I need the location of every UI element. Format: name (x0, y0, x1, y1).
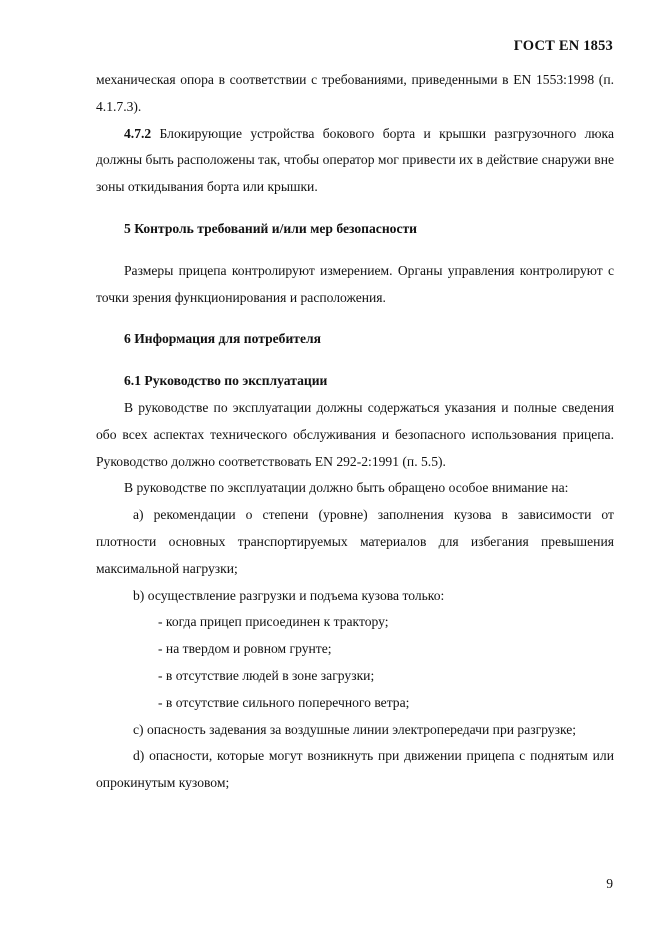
page-number: 9 (606, 876, 613, 891)
section-6-1-heading: 6.1 Руководство по эксплуатации (124, 373, 328, 389)
list-subitem-1: - когда прицеп присоединен к трактору; (158, 614, 389, 630)
list-item-c: c) опасность задевания за воздушные линии электропередачи при разгрузке; (133, 721, 577, 737)
section-5-paragraph: Размеры прицепа контролируют измерением. Органы управления контролируют с точки зрения функционирования и расположения. (96, 262, 614, 305)
clause-number: 4.7.2 (124, 125, 152, 141)
section-6-heading: 6 Информация для потребителя (124, 331, 322, 347)
clause-text: Блокирующие устройства бокового борта и крышки разгрузочного люка должны быть расположены так, чтобы оператор мог привести их в действие снаружи вне зоны откидывания борта или крышки. (96, 125, 614, 195)
section-6-1-paragraph-2: В руководстве по эксплуатации должно быть обращено особое внимание на: (124, 480, 569, 496)
paragraph-continuation: механическая опора в соответствии с требованиями, приведенными в EN 1553:1998 (п. 4.1.7.3). (96, 72, 614, 114)
list-subitem-4: - в отсутствие сильного поперечного ветра; (158, 694, 410, 710)
list-item-a: a) рекомендации о степени (уровне) заполнения кузова в зависимости от плотности основных транспортируемых материалов для избегания превышения максимальной нагрузки; (96, 507, 614, 576)
document-body (96, 67, 614, 797)
list-item-b: b) осуществление разгрузки и подъема кузова только: (133, 587, 445, 603)
paragraph-4-7-2 (96, 121, 614, 201)
list-subitem-3: - в отсутствие людей в зоне загрузки; (158, 667, 375, 683)
list-subitem-2: - на твердом и ровном грунте; (158, 641, 332, 657)
section-5-heading: 5 Контроль требований и/или мер безопасности (124, 220, 418, 236)
document-code-header: ГОСТ EN 1853 (513, 38, 613, 54)
section-6-1-paragraph-1: В руководстве по эксплуатации должны содержаться указания и полные сведения обо всех аспектах технического обслуживания и безопасного использования прицепа. Руководство должно соответствовать EN 292-2:1991 (п. 5.5). (96, 399, 614, 469)
list-item-d: d) опасности, которые могут возникнуть при движении прицепа с поднятым или опрокинутым кузовом; (96, 748, 614, 791)
